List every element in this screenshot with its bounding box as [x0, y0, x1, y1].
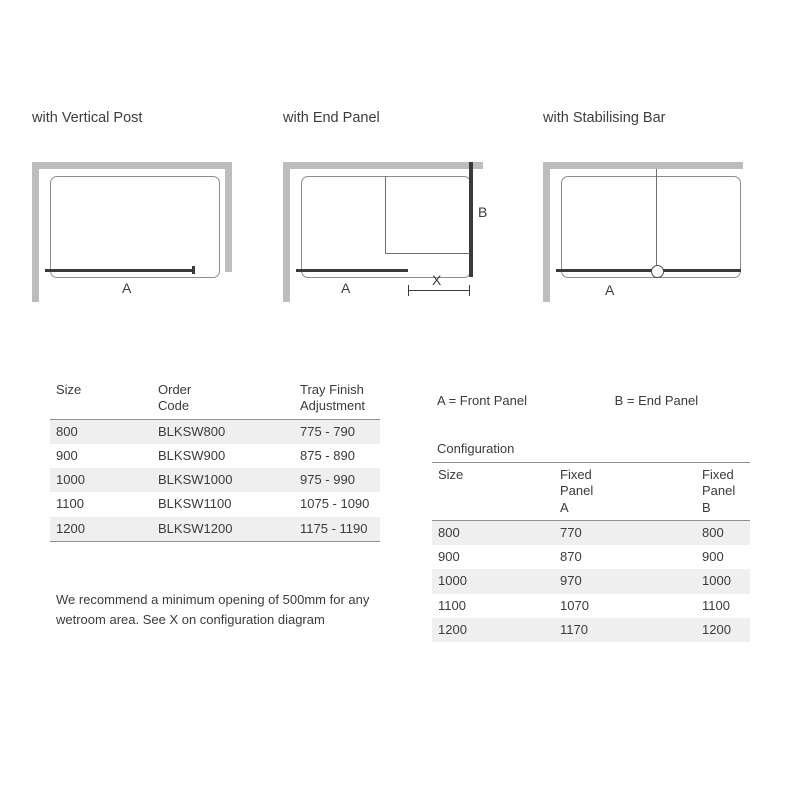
front-panel-glass [556, 269, 741, 272]
diagram-2-label-x: X [432, 272, 442, 288]
table-row [432, 594, 750, 618]
header-order-line2: Code [158, 398, 190, 414]
cell-adjustment: 1175 - 1190 [294, 517, 380, 542]
cell-fixed-a: 770 [560, 524, 582, 540]
bar-fixing-knob [651, 265, 664, 278]
header-fixed-panel-a [554, 463, 696, 521]
cell-fixed-b: 1000 [702, 573, 731, 589]
diagram-3-label-a: A [605, 282, 615, 298]
wall-top [32, 162, 232, 169]
cell-adjustment: 975 - 990 [300, 472, 355, 487]
diagram-2-title: with End Panel [283, 110, 380, 126]
table-row [50, 444, 380, 468]
header-fixed-a-line1: Fixed [560, 467, 592, 482]
panel-divider-vertical [385, 176, 386, 254]
header-size: Size [50, 378, 152, 419]
cell-fixed-a: 1070 [560, 597, 589, 613]
header-fixed-b-line3: B [702, 499, 711, 515]
cell-fixed-a: 970 [560, 573, 582, 589]
cell-size: 900 [438, 549, 460, 564]
header-fixed-b-line1: Fixed [702, 467, 734, 482]
diagram-2-label-b: B [478, 204, 488, 220]
table-row [432, 520, 750, 545]
table-row [432, 545, 750, 569]
panel-divider-horizontal [385, 253, 470, 254]
cell-size: 900 [56, 447, 78, 463]
table-row [50, 468, 380, 492]
legend-end-panel: B = End Panel [614, 393, 699, 408]
wall-left [32, 162, 39, 302]
wall-top [543, 162, 743, 169]
x-dimension-line [408, 290, 470, 291]
x-dimension-tick-right [469, 285, 470, 296]
wall-left [543, 162, 550, 302]
panel-legend [437, 393, 767, 408]
cell-code: BLKSW1100 [158, 496, 232, 512]
diagram-2-label-a: A [341, 280, 351, 296]
cell-adjustment: 875 - 890 [300, 447, 355, 463]
stabilising-bar [656, 169, 657, 269]
cell-fixed-b: 1100 [702, 597, 730, 613]
table-row [432, 618, 750, 642]
cell-adjustment: 1075 - 1090 [300, 496, 370, 512]
cell-fixed-b: 800 [702, 524, 724, 540]
cell-code: BLKSW900 [158, 447, 226, 463]
diagram-2-stage [283, 136, 513, 326]
wall-right [225, 162, 232, 272]
header-order-code [152, 378, 294, 419]
header-size: Size [432, 463, 554, 521]
header-tray-line1: Tray Finish [300, 382, 364, 397]
cell-size: 800 [56, 423, 78, 439]
header-tray-finish-adjustment [294, 378, 380, 419]
shower-tray [50, 176, 220, 278]
cell-size: 1100 [56, 496, 84, 512]
configuration-title: Configuration [437, 441, 515, 456]
table-row [432, 569, 750, 593]
end-panel-glass [469, 162, 473, 277]
diagram-1-stage [32, 136, 242, 306]
diagram-1-title: with Vertical Post [32, 110, 143, 126]
header-fixed-panel-b [696, 463, 750, 521]
diagram-1-label-a: A [122, 280, 132, 296]
cell-size: 800 [438, 524, 460, 540]
table-header-row [50, 378, 380, 419]
wall-left [283, 162, 290, 302]
shower-tray [561, 176, 741, 278]
cell-fixed-a: 870 [560, 549, 582, 564]
cell-adjustment: 775 - 790 [300, 423, 355, 439]
cell-code: BLKSW1200 [152, 517, 294, 542]
table-row [50, 419, 380, 444]
header-tray-line2: Adjustment [300, 398, 366, 414]
diagram-3-title: with Stabilising Bar [543, 110, 666, 126]
vertical-post [192, 266, 195, 274]
cell-size: 1000 [438, 573, 467, 589]
cell-size: 1000 [56, 472, 85, 487]
front-panel-glass [296, 269, 408, 272]
table-header-row [432, 463, 750, 521]
legend-front-panel: A = Front Panel [437, 393, 527, 408]
configuration-table [432, 462, 750, 642]
header-fixed-b-line2: Panel [702, 483, 736, 499]
header-fixed-a-line2: Panel [560, 483, 594, 499]
cell-size: 1200 [438, 621, 467, 637]
cell-size: 1200 [50, 517, 152, 542]
diagram-3-stage [543, 136, 773, 316]
wall-top [283, 162, 483, 169]
cell-code: BLKSW1000 [158, 472, 233, 487]
header-fixed-a-line3: A [560, 499, 569, 515]
cell-fixed-b: 1200 [702, 621, 731, 637]
header-order-line1: Order [158, 382, 192, 397]
x-dimension-tick-left [408, 285, 409, 296]
table-row [50, 517, 380, 542]
minimum-opening-note: We recommend a minimum opening of 500mm for any wetroom area. See X on configuration diagram [56, 592, 370, 628]
front-panel-glass [45, 269, 195, 272]
cell-code: BLKSW800 [158, 423, 226, 439]
cell-fixed-a: 1170 [560, 621, 588, 637]
cell-fixed-b: 900 [702, 549, 724, 564]
table-row [50, 492, 380, 516]
size-order-code-table [50, 378, 380, 542]
diagram-area [0, 0, 800, 340]
cell-size: 1100 [438, 597, 466, 613]
